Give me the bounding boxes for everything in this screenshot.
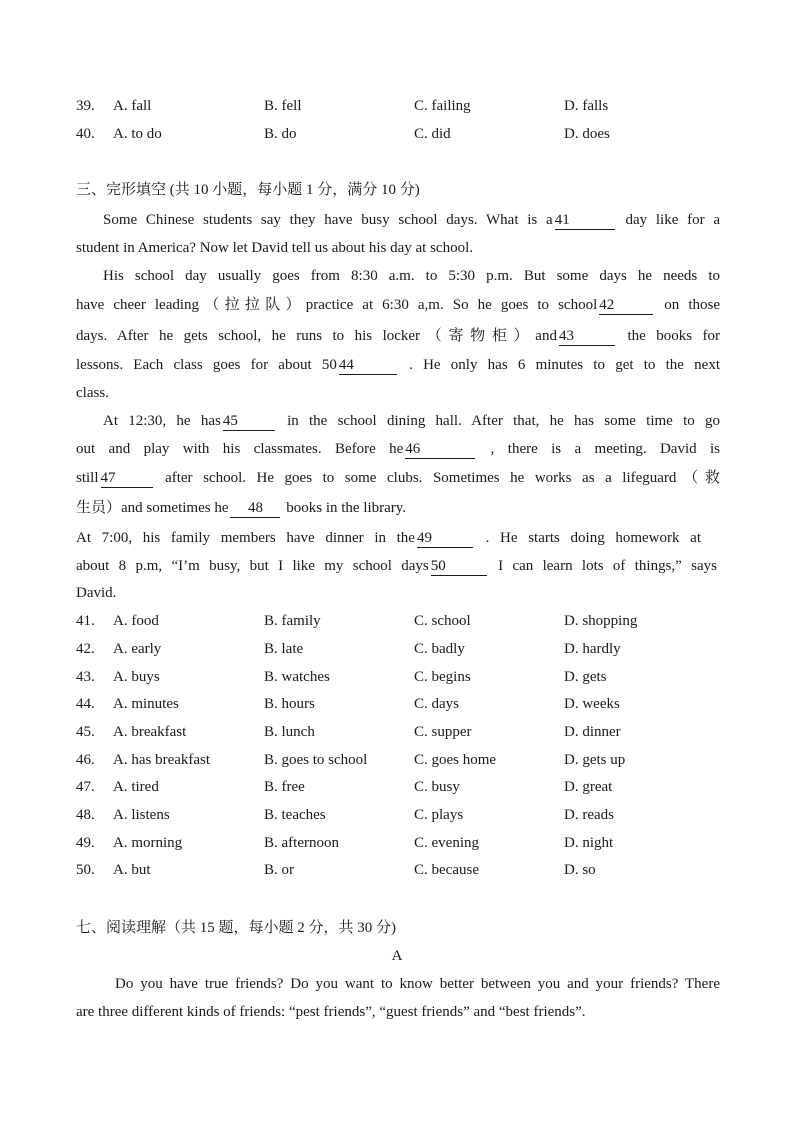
option-b: B. afternoon: [264, 835, 339, 851]
option-a: A. but: [113, 862, 151, 878]
blank-50: 50: [431, 558, 487, 576]
option-c: C. school: [414, 613, 471, 629]
option-a: A. has breakfast: [113, 752, 211, 768]
passage-line: student in America? Now let David tell us about his day at school.: [76, 240, 474, 256]
option-c: C. failing: [414, 98, 471, 114]
option-a: A. morning: [113, 835, 183, 851]
question-number: 45.: [76, 724, 95, 740]
option-d: D. great: [564, 779, 613, 795]
option-c: C. did: [414, 126, 451, 142]
option-c: C. badly: [414, 641, 465, 657]
option-d: D. dinner: [564, 724, 621, 740]
option-a: A. fall: [113, 98, 152, 114]
blank-41: 41: [555, 212, 615, 230]
blank-48: 48: [230, 500, 280, 518]
option-d: D. falls: [564, 98, 609, 114]
option-a: A. breakfast: [113, 724, 187, 740]
option-d: D. night: [564, 835, 614, 851]
option-b: B. late: [264, 641, 304, 657]
section-heading-reading: 七、阅读理解（共 15 题，每小题 2 分，共 30 分): [76, 920, 396, 936]
option-c: C. begins: [414, 669, 471, 685]
option-a: A. to do: [113, 126, 162, 142]
option-b: B. do: [264, 126, 297, 142]
option-d: D. so: [564, 862, 596, 878]
option-d: D. gets up: [564, 752, 626, 768]
blank-45: 45: [223, 413, 275, 431]
option-a: A. tired: [113, 779, 159, 795]
passage-line: At 7:00, his family members have dinner in the 49 . He starts doing homework at: [76, 530, 701, 546]
option-b: B. or: [264, 862, 294, 878]
blank-46: 46: [405, 441, 475, 459]
section-heading-cloze: 三、完形填空 (共 10 小题，每小题 1 分，满分 10 分): [76, 182, 420, 198]
option-b: B. watches: [264, 669, 330, 685]
option-d: D. reads: [564, 807, 614, 823]
option-c: C. evening: [414, 835, 479, 851]
option-a: A. buys: [113, 669, 160, 685]
blank-43: 43: [559, 328, 615, 346]
blank-44: 44: [339, 357, 397, 375]
option-a: A. minutes: [113, 696, 179, 712]
passage-line: class.: [76, 385, 109, 401]
blank-42: 42: [599, 297, 653, 315]
option-c: C. supper: [414, 724, 472, 740]
question-number: 50.: [76, 862, 95, 878]
blank-49: 49: [417, 530, 473, 548]
option-d: D. does: [564, 126, 610, 142]
question-number: 42.: [76, 641, 95, 657]
passage-line: His school day usually goes from 8:30 a.m. to 5:30 p.m. But some days he needs to: [103, 268, 720, 284]
question-number: 43.: [76, 669, 95, 685]
passage-line: Some Chinese students say they have busy school days. What is a 41 day like for a: [103, 212, 721, 228]
passage-line: about 8 p.m, “I’m busy, but I like my school days 50 I can learn lots of things,” says: [76, 558, 718, 574]
option-c: C. because: [414, 862, 479, 878]
option-b: B. hours: [264, 696, 315, 712]
option-b: B. fell: [264, 98, 302, 114]
passage-line: days. After he gets school, he runs to his locker（寄物柜）and 43 the books for: [76, 328, 721, 344]
option-b: B. family: [264, 613, 321, 629]
question-number: 49.: [76, 835, 95, 851]
question-number: 47.: [76, 779, 95, 795]
passage-line: David.: [76, 585, 117, 601]
option-d: D. weeks: [564, 696, 620, 712]
question-number: 48.: [76, 807, 95, 823]
option-c: C. days: [414, 696, 459, 712]
option-b: B. goes to school: [264, 752, 368, 768]
passage-line: have cheer leading（拉拉队）practice at 6:30 a,m. So he goes to school 42 on those: [76, 297, 720, 313]
option-a: A. early: [113, 641, 162, 657]
option-b: B. teaches: [264, 807, 326, 823]
passage-line: lessons. Each class goes for about 50 44 . He only has 6 minutes to get to the next: [76, 357, 721, 373]
option-d: D. shopping: [564, 613, 638, 629]
question-number: 40.: [76, 126, 95, 142]
blank-47: 47: [101, 470, 153, 488]
passage-line: 生员）and sometimes he 48 books in the library.: [76, 500, 407, 516]
option-c: C. goes home: [414, 752, 497, 768]
passage-line: Do you have true friends? Do you want to know better between you and your friends? There: [115, 976, 720, 992]
option-d: D. gets: [564, 669, 607, 685]
question-number: 41.: [76, 613, 95, 629]
option-b: B. lunch: [264, 724, 315, 740]
passage-label: A: [391, 948, 403, 964]
question-number: 44.: [76, 696, 95, 712]
passage-line: still 47 after school. He goes to some clubs. Sometimes he works as a lifeguard（救: [76, 470, 720, 486]
passage-line: out and play with his classmates. Before he 46 , there is a meeting. David is: [76, 441, 721, 457]
option-a: A. food: [113, 613, 159, 629]
passage-line: are three different kinds of friends: “pest friends”, “guest friends” and “best friends”.: [76, 1004, 586, 1020]
option-a: A. listens: [113, 807, 170, 823]
option-b: B. free: [264, 779, 305, 795]
question-number: 39.: [76, 98, 95, 114]
option-d: D. hardly: [564, 641, 621, 657]
question-number: 46.: [76, 752, 95, 768]
option-c: C. busy: [414, 779, 460, 795]
passage-line: At 12:30, he has 45 in the school dining hall. After that, he has some time to go: [103, 413, 720, 429]
option-c: C. plays: [414, 807, 464, 823]
